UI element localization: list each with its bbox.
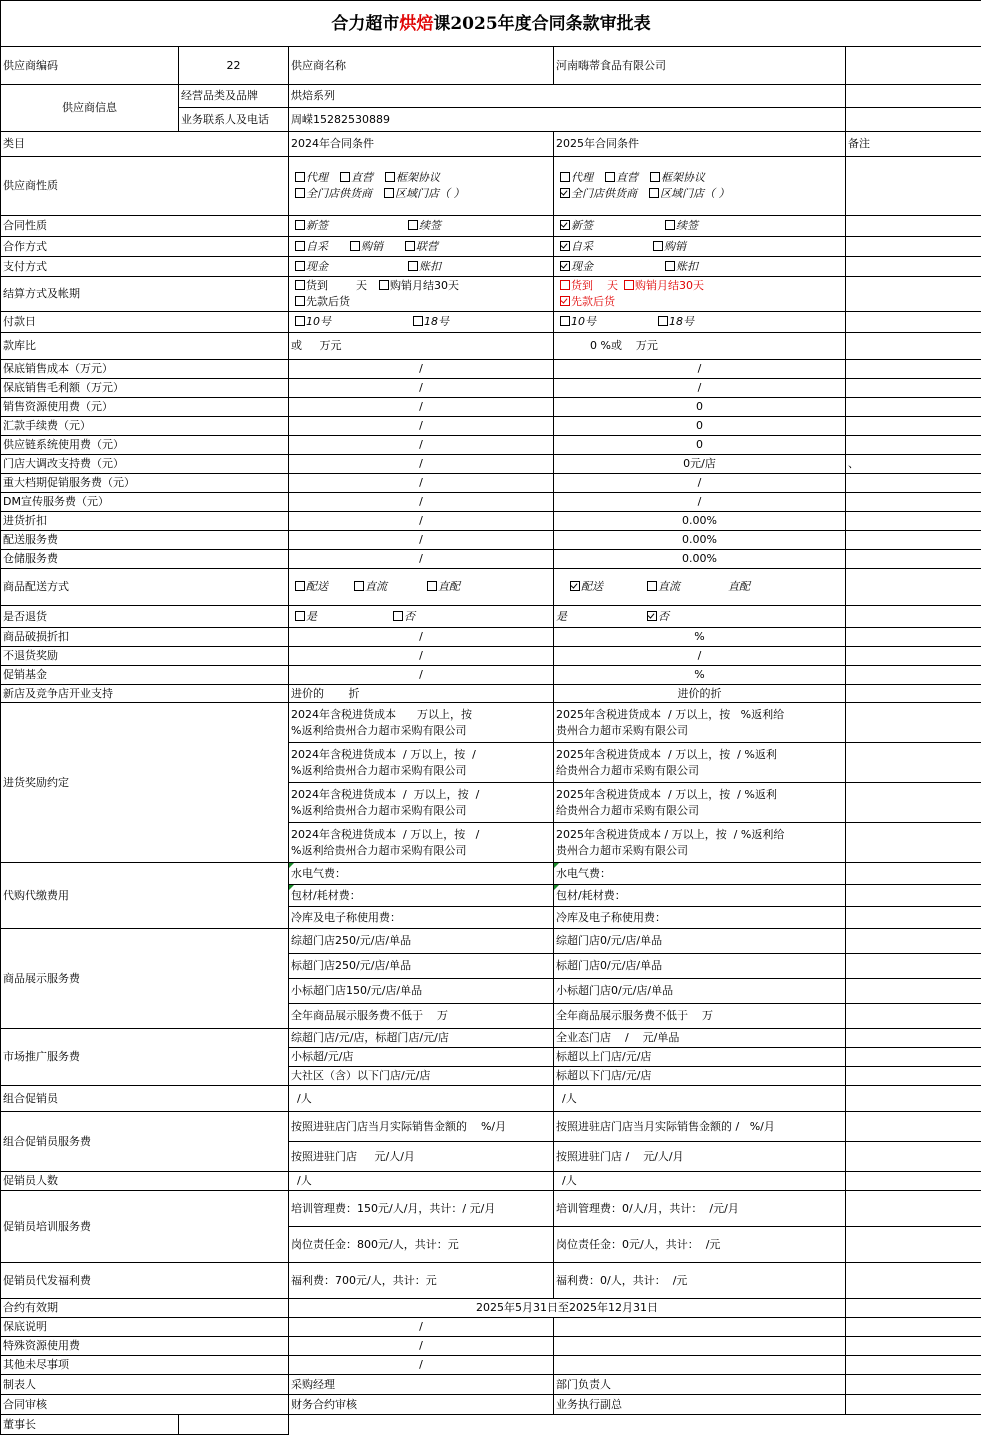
fee-2025-value[interactable]: 0.00% xyxy=(554,531,846,550)
checkbox[interactable] xyxy=(295,241,305,251)
pay-mode-label: 支付方式 xyxy=(1,257,289,277)
promoter-fee-2025-item[interactable]: 按照进驻门店 / 元/人/月 xyxy=(554,1142,846,1172)
promoter-count-label: 促销员人数 xyxy=(1,1172,289,1191)
empty-cell xyxy=(554,1415,846,1435)
checkbox[interactable] xyxy=(295,188,305,198)
fee-label: 重大档期促销服务费（元） xyxy=(1,474,289,493)
checkbox[interactable] xyxy=(647,581,657,591)
other-value[interactable]: / xyxy=(289,1356,554,1375)
empty-cell xyxy=(846,216,981,237)
market-2025-item[interactable]: 标超以上门店/元/店 xyxy=(554,1048,846,1067)
fee-label: 商品破损折扣 xyxy=(1,628,289,647)
checkbox-checked[interactable] xyxy=(560,296,570,306)
delivery-2025: 配送 直流 直配 xyxy=(554,569,846,606)
contract-type-2025: 新签 续签 xyxy=(554,216,846,237)
supplier-name-label: 供应商名称 xyxy=(289,47,554,85)
fee-note[interactable] xyxy=(846,360,981,379)
fee-2025-value[interactable]: % xyxy=(554,628,846,647)
checkbox-checked[interactable] xyxy=(560,188,570,198)
category-brand-value[interactable]: 烘焙系列 xyxy=(289,85,846,108)
empty-cell xyxy=(846,703,981,743)
empty-cell xyxy=(554,1318,846,1337)
fee-note[interactable] xyxy=(846,512,981,531)
fee-2025-value[interactable]: 0 xyxy=(554,436,846,455)
coop-mode-label: 合作方式 xyxy=(1,237,289,257)
empty-cell xyxy=(846,1318,981,1337)
fee-2024-value[interactable]: / xyxy=(289,493,554,512)
header-2025: 2025年合同条件 xyxy=(554,132,846,157)
fee-rows-2 xyxy=(1,628,981,685)
fee-note[interactable] xyxy=(846,531,981,550)
empty-cell xyxy=(846,85,981,108)
promoter-fee-2024-item[interactable]: 按照进驻门店 元/人/月 xyxy=(289,1142,554,1172)
checkbox[interactable] xyxy=(393,611,403,621)
checkbox[interactable] xyxy=(408,261,418,271)
empty-cell xyxy=(846,1375,981,1395)
empty-cell xyxy=(846,783,981,823)
empty-cell xyxy=(554,1356,846,1375)
ratio-2024[interactable]: 或 万元 xyxy=(289,333,554,360)
checkbox[interactable] xyxy=(295,172,305,182)
training-label: 促销员培训服务费 xyxy=(1,1191,289,1263)
empty-cell xyxy=(846,237,981,257)
display-2025-item[interactable]: 综超门店0/元/店/单品 xyxy=(554,929,846,954)
fee-note[interactable] xyxy=(846,436,981,455)
returns-2025: 是 否 xyxy=(554,606,846,628)
other-label: 其他未尽事项 xyxy=(1,1356,289,1375)
empty-cell xyxy=(846,108,981,132)
empty-cell xyxy=(846,312,981,333)
checkbox[interactable] xyxy=(295,296,305,306)
validity-label: 合约有效期 xyxy=(1,1299,289,1318)
special-label: 特殊资源使用费 xyxy=(1,1337,289,1356)
fee-label: 汇款手续费（元） xyxy=(1,417,289,436)
fee-2025-value[interactable]: 0.00% xyxy=(554,512,846,531)
fee-2025-value[interactable]: / xyxy=(554,647,846,666)
display-2024-item[interactable]: 小标超门店150/元/店/单品 xyxy=(289,979,554,1004)
nature-2025: 代理 直营 框架协议 全门店供货商 区域门店（ ） xyxy=(554,157,846,216)
display-2024-item[interactable]: 综超门店250/元/店/单品 xyxy=(289,929,554,954)
promoter-label: 组合促销员 xyxy=(1,1086,289,1112)
fee-2025-value[interactable]: 0.00% xyxy=(554,550,846,569)
buyer-label: 采购经理 xyxy=(289,1375,554,1395)
guarantee-value[interactable]: / xyxy=(289,1318,554,1337)
empty-cell xyxy=(846,1299,981,1318)
fee-2025-value[interactable]: % xyxy=(554,666,846,685)
empty-cell xyxy=(846,1048,981,1067)
display-2025-item[interactable]: 全年商品展示服务费不低于 万 xyxy=(554,1004,846,1029)
checkbox[interactable] xyxy=(295,611,305,621)
welfare-label: 促销员代发福利费 xyxy=(1,1263,289,1299)
settle-2025: 货到 天 购销月结30天 先款后货 xyxy=(554,277,846,312)
promoter-fee-label: 组合促销员服务费 xyxy=(1,1112,289,1172)
empty-cell xyxy=(846,257,981,277)
newstore-2025[interactable]: 进价的折 xyxy=(554,685,846,703)
header-category: 类目 xyxy=(1,132,289,157)
checkbox[interactable] xyxy=(624,280,634,290)
returns-2024: 是 否 xyxy=(289,606,554,628)
review-label: 合同审核 xyxy=(1,1395,289,1415)
training-2024-item[interactable]: 岗位责任金：800元/人，共计：元 xyxy=(289,1227,554,1263)
empty-cell xyxy=(846,1172,981,1191)
empty-cell xyxy=(846,1395,981,1415)
empty-cell xyxy=(846,1263,981,1299)
contact-value[interactable]: 周嵘15282530889 xyxy=(289,108,846,132)
fee-2024-value[interactable]: / xyxy=(289,550,554,569)
fee-2024-value[interactable]: / xyxy=(289,531,554,550)
empty-cell xyxy=(554,1337,846,1356)
fee-2024-value[interactable]: / xyxy=(289,379,554,398)
market-2024-item[interactable]: 小标超/元/店 xyxy=(289,1048,554,1067)
fee-label: 配送服务费 xyxy=(1,531,289,550)
fee-label: 促销基金 xyxy=(1,666,289,685)
checkbox[interactable] xyxy=(295,581,305,591)
nature-2024: 代理 直营 框架协议 全门店供货商 区域门店（ ） xyxy=(289,157,554,216)
chairman-label: 董事长 xyxy=(1,1415,179,1435)
pay-mode-2025: 现金 账扣 xyxy=(554,257,846,277)
supplier-code-label: 供应商编码 xyxy=(1,47,179,85)
fee-2024-value[interactable]: / xyxy=(289,647,554,666)
delivery-2024: 配送 直流 直配 xyxy=(289,569,554,606)
fee-2024-value[interactable]: / xyxy=(289,436,554,455)
empty-cell xyxy=(846,1086,981,1112)
checkbox[interactable] xyxy=(384,188,394,198)
fee-note[interactable] xyxy=(846,550,981,569)
coop-mode-2024: 自采 购销 联营 xyxy=(289,237,554,257)
dept-head-label: 部门负责人 xyxy=(554,1375,846,1395)
page-title xyxy=(1,1,981,47)
special-value[interactable]: / xyxy=(289,1337,554,1356)
fee-2024-value[interactable]: / xyxy=(289,417,554,436)
checkbox[interactable] xyxy=(379,280,389,290)
finance-label: 财务合约审核 xyxy=(289,1395,554,1415)
fee-2024-value[interactable]: / xyxy=(289,455,554,474)
fee-note[interactable] xyxy=(846,398,981,417)
training-2024-item[interactable]: 培训管理费：150元/人/月，共计：/ 元/月 xyxy=(289,1191,554,1227)
checkbox[interactable] xyxy=(385,172,395,182)
empty-cell xyxy=(846,1142,981,1172)
delivery-label: 商品配送方式 xyxy=(1,569,289,606)
checkbox[interactable] xyxy=(650,172,660,182)
checkbox[interactable] xyxy=(560,316,570,326)
ratio-2025[interactable]: 0 %或 万元 xyxy=(554,333,846,360)
empty-cell xyxy=(846,1191,981,1227)
checkbox[interactable] xyxy=(658,316,668,326)
empty-cell xyxy=(846,929,981,954)
checkbox[interactable] xyxy=(560,172,570,182)
supplier-info-label: 供应商信息 xyxy=(1,85,179,132)
checkbox-checked[interactable] xyxy=(560,261,570,271)
fee-2025-value[interactable]: / xyxy=(554,379,846,398)
empty-cell xyxy=(846,647,981,666)
agency-2024-item[interactable]: 水电气费： xyxy=(289,863,554,885)
maker-label: 制表人 xyxy=(1,1375,289,1395)
empty-cell xyxy=(846,606,981,628)
checkbox-checked[interactable] xyxy=(560,241,570,251)
checkbox[interactable] xyxy=(427,581,437,591)
display-label: 商品展示服务费 xyxy=(1,929,289,1029)
checkbox[interactable] xyxy=(665,261,675,271)
title-highlight: 烘焙 xyxy=(399,14,433,34)
promoter-count-2025[interactable]: /人 xyxy=(554,1172,846,1191)
fee-label: 保底销售成本（万元） xyxy=(1,360,289,379)
market-2024-item[interactable]: 大社区（含）以下门店/元/店 xyxy=(289,1067,554,1086)
empty-cell xyxy=(846,1356,981,1375)
checkbox[interactable] xyxy=(560,280,570,290)
empty-cell xyxy=(289,1415,554,1435)
ratio-label: 款库比 xyxy=(1,333,289,360)
fee-2024-value[interactable]: / xyxy=(289,398,554,417)
fee-label: DM宣传服务费（元） xyxy=(1,493,289,512)
rebate-2025-row[interactable]: 2025年含税进货成本 / 万以上，按 / %返利 给贵州合力超市采购有限公司 xyxy=(554,743,846,783)
fee-label: 不退货奖励 xyxy=(1,647,289,666)
fee-label: 仓储服务费 xyxy=(1,550,289,569)
empty-cell xyxy=(846,1227,981,1263)
fee-note[interactable] xyxy=(846,493,981,512)
market-label: 市场推广服务费 xyxy=(1,1029,289,1086)
checkbox[interactable] xyxy=(295,316,305,326)
empty-cell xyxy=(846,1004,981,1029)
vp-label: 业务执行副总 xyxy=(554,1395,846,1415)
fee-2025-value[interactable]: 0 xyxy=(554,417,846,436)
checkbox[interactable] xyxy=(340,172,350,182)
checkbox-checked[interactable] xyxy=(647,611,657,621)
rebate-2025-row[interactable]: 2025年含税进货成本 / 万以上，按 / %返利给 贵州合力超市采购有限公司 xyxy=(554,823,846,863)
promoter-2025[interactable]: /人 xyxy=(554,1086,846,1112)
fee-2025-value[interactable]: / xyxy=(554,474,846,493)
checkbox[interactable] xyxy=(413,316,423,326)
rebate-2024-row[interactable]: 2024年含税进货成本 / 万以上，按 / %返利给贵州合力超市采购有限公司 xyxy=(289,743,554,783)
empty-cell xyxy=(846,333,981,360)
empty-cell xyxy=(846,823,981,863)
checkbox[interactable] xyxy=(649,188,659,198)
rebate-label: 进货奖励约定 xyxy=(1,703,289,863)
empty-cell xyxy=(846,1415,981,1435)
rebate-2024-row[interactable]: 2024年含税进货成本 万以上，按 %返利给贵州合力超市采购有限公司 xyxy=(289,703,554,743)
rebate-2024-row[interactable]: 2024年含税进货成本 / 万以上，按 / %返利给贵州合力超市采购有限公司 xyxy=(289,783,554,823)
empty-cell xyxy=(846,1029,981,1048)
contract-type-2024: 新签 续签 xyxy=(289,216,554,237)
fee-label: 供应链系统使用费（元） xyxy=(1,436,289,455)
rebate-2025-row[interactable]: 2025年含税进货成本 / 万以上，按 / %返利 给贵州合力超市采购有限公司 xyxy=(554,783,846,823)
supplier-code-value[interactable]: 22 xyxy=(179,47,289,85)
fee-note[interactable] xyxy=(846,417,981,436)
empty-cell xyxy=(846,979,981,1004)
display-2024-item[interactable]: 标超门店250/元/店/单品 xyxy=(289,954,554,979)
empty-cell xyxy=(846,666,981,685)
title-prefix: 合力超市 xyxy=(331,14,399,34)
newstore-label: 新店及竞争店开业支持 xyxy=(1,685,289,703)
checkbox[interactable] xyxy=(665,220,675,230)
checkbox[interactable] xyxy=(295,280,305,290)
contract-type-label: 合同性质 xyxy=(1,216,289,237)
payday-2024: 10号 18号 xyxy=(289,312,554,333)
fee-2024-value[interactable]: / xyxy=(289,512,554,531)
agency-label: 代购代缴费用 xyxy=(1,863,289,929)
fee-2024-value[interactable]: / xyxy=(289,474,554,493)
fee-note[interactable]: 、 xyxy=(846,455,981,474)
checkbox[interactable] xyxy=(653,241,663,251)
fee-2024-value[interactable]: / xyxy=(289,360,554,379)
checkbox[interactable] xyxy=(295,220,305,230)
supplier-name-value[interactable]: 河南嗨蒂食品有限公司 xyxy=(554,47,846,85)
pay-mode-2024: 现金 账扣 xyxy=(289,257,554,277)
settle-2024: 货到 天 购销月结30天 先款后货 xyxy=(289,277,554,312)
fee-note[interactable] xyxy=(846,379,981,398)
promoter-count-2024[interactable]: /人 xyxy=(289,1172,554,1191)
empty-cell xyxy=(846,743,981,783)
agency-2025-item[interactable]: 包材/耗材费： xyxy=(554,885,846,907)
empty-cell xyxy=(846,685,981,703)
checkbox[interactable] xyxy=(408,220,418,230)
checkbox[interactable] xyxy=(354,581,364,591)
checkbox[interactable] xyxy=(605,172,615,182)
agency-2024-item[interactable]: 冷库及电子称使用费： xyxy=(289,907,554,929)
promoter-2024[interactable]: /人 xyxy=(289,1086,554,1112)
checkbox[interactable] xyxy=(350,241,360,251)
agency-2025-item[interactable]: 冷库及电子称使用费： xyxy=(554,907,846,929)
newstore-2024[interactable]: 进价的 折 xyxy=(289,685,554,703)
header-note: 备注 xyxy=(846,132,981,157)
fee-2024-value[interactable]: / xyxy=(289,666,554,685)
fee-label: 门店大调改支持费（元） xyxy=(1,455,289,474)
empty-cell xyxy=(846,1337,981,1356)
empty-cell xyxy=(846,954,981,979)
promoter-fee-2025-item[interactable]: 按照进驻店门店当月实际销售金额的 / %/月 xyxy=(554,1112,846,1142)
market-2025-item[interactable]: 全业态门店 / 元/单品 xyxy=(554,1029,846,1048)
empty-cell xyxy=(846,1067,981,1086)
checkbox[interactable] xyxy=(405,241,415,251)
welfare-2025[interactable]: 福利费：0/人，共计： /元 xyxy=(554,1263,846,1299)
display-2024-item[interactable]: 全年商品展示服务费不低于 万 xyxy=(289,1004,554,1029)
agency-2024-item[interactable]: 包材/耗材费： xyxy=(289,885,554,907)
empty-cell xyxy=(846,628,981,647)
checkbox-checked[interactable] xyxy=(570,581,580,591)
market-2025-item[interactable]: 标超以下门店/元/店 xyxy=(554,1067,846,1086)
rebate-2024-row[interactable]: 2024年含税进货成本 / 万以上，按 / %返利给贵州合力超市采购有限公司 xyxy=(289,823,554,863)
nature-label: 供应商性质 xyxy=(1,157,289,216)
fee-label: 进货折扣 xyxy=(1,512,289,531)
fee-rows xyxy=(1,360,981,569)
validity-value[interactable]: 2025年5月31日至2025年12月31日 xyxy=(289,1299,846,1318)
fee-2025-value[interactable]: / xyxy=(554,360,846,379)
fee-2025-value[interactable]: 0元/店 xyxy=(554,455,846,474)
category-brand-label: 经营品类及品牌 xyxy=(179,85,289,108)
title-suffix: 课2025年度合同条款审批表 xyxy=(433,14,650,34)
empty-cell xyxy=(846,569,981,606)
returns-label: 是否退货 xyxy=(1,606,289,628)
checkbox[interactable] xyxy=(295,261,305,271)
checkbox-checked[interactable] xyxy=(560,220,570,230)
agency-2025-item[interactable]: 水电气费： xyxy=(554,863,846,885)
display-2025-item[interactable]: 标超门店0/元/店/单品 xyxy=(554,954,846,979)
fee-2024-value[interactable]: / xyxy=(289,628,554,647)
market-2024-item[interactable]: 综超门店/元/店，标超门店/元/店 xyxy=(289,1029,554,1048)
welfare-2024[interactable]: 福利费：700元/人，共计：元 xyxy=(289,1263,554,1299)
empty-cell xyxy=(846,907,981,929)
coop-mode-2025: 自采 购销 xyxy=(554,237,846,257)
empty-cell xyxy=(846,277,981,312)
contact-label: 业务联系人及电话 xyxy=(179,108,289,132)
training-2025-item[interactable]: 培训管理费：0/人/月，共计： /元/月 xyxy=(554,1191,846,1227)
header-2024: 2024年合同条件 xyxy=(289,132,554,157)
settle-label: 结算方式及帐期 xyxy=(1,277,289,312)
rebate-2025-row[interactable]: 2025年含税进货成本 / 万以上，按 %返利给 贵州合力超市采购有限公司 xyxy=(554,703,846,743)
payday-label: 付款日 xyxy=(1,312,289,333)
fee-2025-value[interactable]: 0 xyxy=(554,398,846,417)
guarantee-label: 保底说明 xyxy=(1,1318,289,1337)
chairman-sign[interactable] xyxy=(179,1415,289,1435)
empty-cell xyxy=(846,1112,981,1142)
empty-cell xyxy=(846,157,981,216)
fee-2025-value[interactable]: / xyxy=(554,493,846,512)
empty-cell xyxy=(846,885,981,907)
fee-label: 销售资源使用费（元） xyxy=(1,398,289,417)
fee-note[interactable] xyxy=(846,474,981,493)
training-2025-item[interactable]: 岗位责任金：0元/人，共计： /元 xyxy=(554,1227,846,1263)
fee-label: 保底销售毛利额（万元） xyxy=(1,379,289,398)
promoter-fee-2024-item[interactable]: 按照进驻店门店当月实际销售金额的 %/月 xyxy=(289,1112,554,1142)
empty-cell xyxy=(846,47,981,85)
display-2025-item[interactable]: 小标超门店0/元/店/单品 xyxy=(554,979,846,1004)
payday-2025: 10号 18号 xyxy=(554,312,846,333)
empty-cell xyxy=(846,863,981,885)
